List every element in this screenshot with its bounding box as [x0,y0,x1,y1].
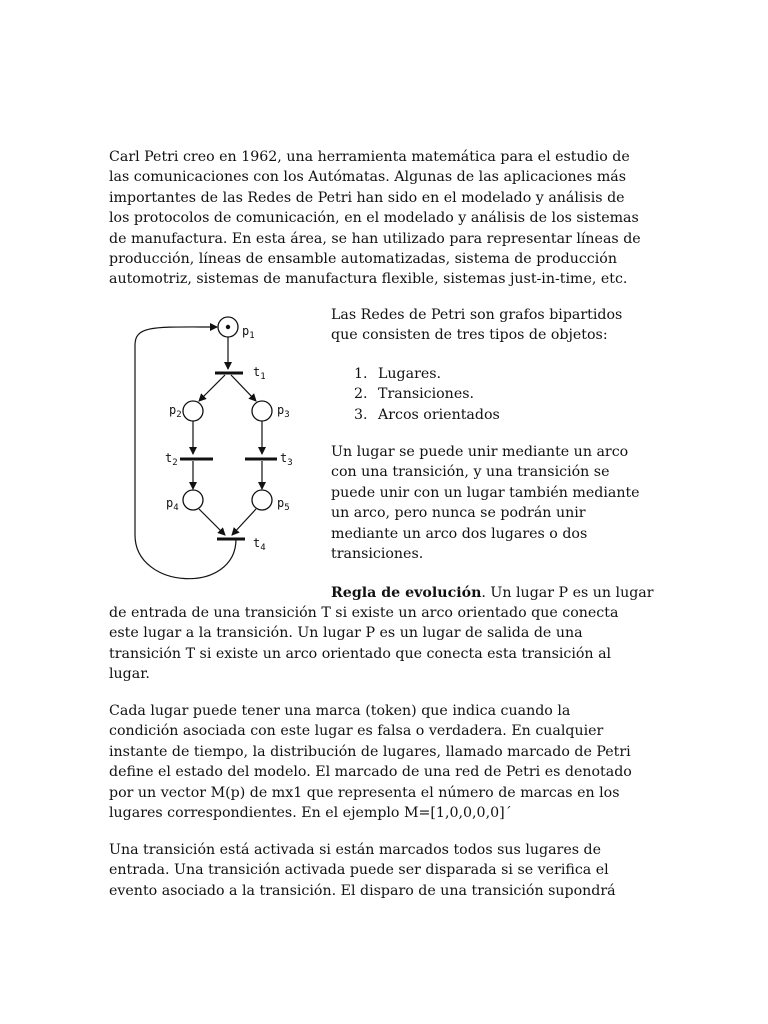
intro-line: las comunicaciones con los Autómatas. Algunas de las aplicaciones más [109,169,627,186]
arc-t1-p2 [199,375,225,401]
label-t3: $t_3$ [280,451,293,468]
transition-paragraph [109,840,669,901]
label-t1: $t_1$ [253,365,266,382]
list-item [354,384,500,404]
object-types-list [354,364,500,425]
intro-line: de manufactura. En esta área, se han utilizado para representar líneas de [109,230,641,247]
transition-line: Una transición está activada si están marcados todos sus lugares de [109,842,601,858]
intro-line: importantes de las Redes de Petri han sido en el modelado y análisis de [109,189,625,206]
place-p4 [183,490,203,510]
rule-line: transición T si existe un arco orientado que conecta esta transición al [109,645,612,662]
list-number: 3. [354,406,368,423]
rule-line: de entrada de una transición T si existe un arco orientado que conecta [109,605,619,621]
rule-line: lugar. [109,666,150,683]
token-p1 [226,325,230,329]
token-line: define el estado del modelo. El marcado de una red de Petri es denotado [109,764,632,781]
label-t4: $t_4$ [253,536,266,553]
label-p1: $p_1$ [242,324,255,341]
arc-p4-t4 [199,509,225,535]
rule-line: este lugar a la transición. Un lugar P es un lugar de salida de una [109,625,583,642]
rule-paragraph [109,603,669,685]
label-t2: $t_2$ [165,451,178,468]
list-item [354,364,500,384]
union-line: mediante un arco dos lugares o dos [331,525,588,542]
token-line: lugares correspondientes. En el ejemplo M=[1,0,0,0,0]´ [109,805,512,822]
transition-line: evento asociado a la transición. El disparo de una transición supondrá [109,882,616,899]
place-p5 [252,490,272,510]
union-line: transiciones. [331,546,424,563]
bipartite-paragraph [331,305,661,346]
intro-line: automotriz, sistemas de manufactura flexible, sistemas just-in-time, etc. [109,271,628,288]
list-label: Transiciones. [378,386,475,403]
place-p3 [252,401,272,421]
rule-title: Regla de evolución [331,585,482,601]
token-line: instante de tiempo, la distribución de lugares, llamado marcado de Petri [109,743,631,760]
arc-p5-t4 [232,509,256,535]
union-line: Un lugar se puede unir mediante un arco [331,444,629,460]
token-paragraph [109,701,669,823]
union-paragraph [331,442,661,564]
intro-line: Carl Petri creo en 1962, una herramienta matemática para el estudio de [109,149,630,165]
bipartite-line: Las Redes de Petri son grafos bipartidos [331,307,623,323]
rule-first-line [331,583,671,603]
list-label: Lugares. [378,366,442,382]
label-p2: $p_2$ [169,403,182,420]
union-line: un arco, pero nunca se podrán unir [331,505,586,522]
list-number: 2. [354,386,368,403]
bipartite-line: que consisten de tres tipos de objetos: [331,327,608,344]
label-p3: $p_3$ [277,403,290,420]
intro-paragraph [109,147,669,290]
union-line: puede unir con un lugar también mediante [331,484,640,501]
feedback-arc [135,327,236,579]
label-p5: $p_5$ [277,496,290,513]
transition-line: entrada. Una transición activada puede ser disparada si se verifica el [109,862,609,879]
token-line: condición asociada con este lugar es falsa o verdadera. En cualquier [109,723,604,740]
intro-line: los protocolos de comunicación, en el modelado y análisis de los sistemas [109,210,639,227]
list-label: Arcos orientados [378,406,500,423]
petri-net-diagram [125,305,325,590]
token-line: por un vector M(p) de mx1 que representa el número de marcas en los [109,784,620,801]
list-number: 1. [354,366,368,382]
list-item [354,405,500,425]
label-p4: $p_4$ [166,496,179,513]
union-line: con una transición, y una transición se [331,464,610,481]
intro-line: producción, líneas de ensamble automatizadas, sistema de producción [109,251,617,268]
place-p2 [183,401,203,421]
rule-first-line-rest: . Un lugar P es un lugar [481,585,654,601]
token-line: Cada lugar puede tener una marca (token) que indica cuando la [109,703,571,719]
